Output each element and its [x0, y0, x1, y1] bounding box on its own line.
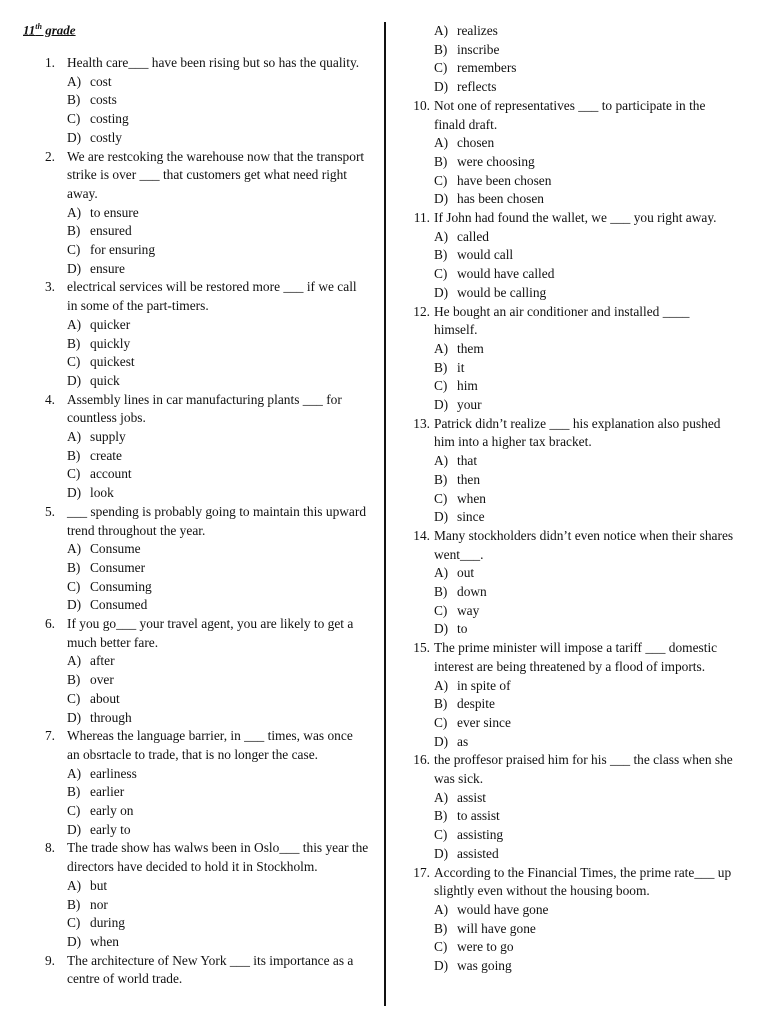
answer-option: [390, 714, 766, 733]
question-line: [390, 658, 766, 677]
answer-option: [0, 129, 380, 148]
option-letter: A): [434, 23, 449, 38]
answer-option: [390, 22, 766, 41]
answer-option: [390, 490, 766, 509]
option-text: account: [90, 466, 132, 482]
answer-option: [390, 172, 766, 191]
question-line: [390, 303, 766, 322]
answer-option: [0, 372, 380, 391]
option-text: costing: [90, 111, 129, 127]
option-letter: A): [434, 453, 449, 469]
question-text: The architecture of New York ___ its importance as a: [67, 952, 354, 968]
option-letter: C): [434, 172, 448, 188]
question-line: [0, 746, 380, 765]
answer-option: [390, 153, 766, 172]
question-line: [0, 54, 380, 73]
option-letter: A): [434, 789, 449, 805]
question-text: Health care___ have been rising but so has the quality.: [67, 55, 360, 70]
answer-option: [0, 110, 380, 129]
question-number: 11.: [413, 210, 430, 225]
answer-option: [390, 396, 766, 415]
answer-option: [0, 484, 380, 503]
option-text: for ensuring: [90, 242, 156, 257]
question-text: Not one of representatives ___ to participate in the: [434, 97, 706, 113]
question-number: 3.: [44, 279, 55, 295]
option-letter: C): [67, 915, 81, 931]
option-text: down: [457, 584, 487, 599]
question-number: 14.: [413, 527, 430, 543]
question-number: 6.: [44, 616, 55, 631]
question-number: 12.: [413, 303, 430, 319]
option-letter: B): [434, 696, 448, 712]
question-text: electrical services will be restored more ___ if we call: [67, 279, 357, 295]
answer-option: [0, 73, 380, 92]
option-letter: B): [67, 447, 81, 463]
question-line: [390, 415, 766, 434]
option-text: quicker: [90, 316, 131, 332]
option-letter: B): [434, 153, 448, 169]
option-text: would have gone: [457, 901, 549, 917]
option-text: when: [90, 933, 120, 949]
question-text: slightly even without the housing boom.: [434, 883, 650, 899]
option-letter: A): [434, 135, 449, 151]
question-line: [0, 970, 380, 989]
option-letter: C): [434, 266, 448, 282]
option-text: ensure: [90, 260, 125, 276]
option-text: would be calling: [457, 284, 547, 300]
answer-option: [0, 353, 380, 372]
option-text: your: [457, 397, 482, 412]
answer-option: [390, 733, 766, 752]
answer-option: [0, 896, 380, 915]
option-text: despite: [457, 696, 495, 712]
question-text: If John had found the wallet, we ___ you right away.: [434, 210, 717, 225]
option-letter: B): [67, 896, 81, 912]
answer-option: [0, 335, 380, 354]
answer-option: [0, 222, 380, 241]
option-letter: C): [67, 578, 81, 594]
question-line: [390, 527, 766, 546]
option-letter: C): [434, 490, 448, 506]
option-letter: A): [434, 565, 449, 581]
question-text: centre of world trade.: [67, 971, 183, 987]
question-line: [390, 882, 766, 901]
option-text: Consumer: [90, 559, 146, 575]
question-text: him into a higher tax bracket.: [434, 434, 592, 450]
answer-option: [0, 802, 380, 821]
question-number: 4.: [44, 391, 55, 407]
answer-option: [390, 826, 766, 845]
option-text: chosen: [457, 135, 495, 151]
option-letter: B): [67, 335, 81, 351]
question-line: [0, 858, 380, 877]
question-text: himself.: [434, 322, 478, 338]
answer-option: [0, 933, 380, 952]
option-letter: B): [434, 808, 448, 824]
option-letter: A): [67, 204, 82, 220]
option-text: quickly: [90, 335, 131, 351]
option-text: but: [90, 877, 108, 893]
option-letter: A): [67, 429, 82, 444]
answer-option: [0, 783, 380, 802]
question-line: [0, 185, 380, 204]
option-letter: A): [67, 877, 82, 893]
page-title: 11th grade: [23, 22, 76, 38]
option-text: Consuming: [90, 578, 152, 594]
option-text: has been chosen: [457, 191, 545, 207]
answer-option: [390, 677, 766, 696]
option-letter: B): [67, 92, 81, 108]
option-text: earlier: [90, 784, 125, 800]
answer-option: [0, 260, 380, 279]
option-letter: D): [434, 79, 449, 95]
option-text: as: [457, 733, 469, 749]
question-line: [0, 952, 380, 971]
question-line: [0, 839, 380, 858]
question-number: 9.: [44, 952, 55, 968]
answer-option: [390, 265, 766, 284]
option-letter: C): [67, 690, 81, 706]
option-text: them: [457, 340, 484, 356]
option-text: would have called: [457, 266, 555, 282]
answer-option: [390, 583, 766, 602]
option-letter: A): [67, 316, 82, 332]
option-letter: B): [67, 672, 81, 688]
answer-option: [390, 377, 766, 396]
question-number: 16.: [413, 752, 430, 768]
answer-option: [0, 877, 380, 896]
question-text: countless jobs.: [67, 410, 146, 426]
option-text: after: [90, 653, 115, 669]
answer-option: [390, 920, 766, 939]
question-text: strike is over ___ that customers get what need right: [67, 167, 348, 183]
question-line: [0, 503, 380, 522]
option-text: create: [90, 447, 122, 463]
question-text: Assembly lines in car manufacturing plants ___ for: [67, 391, 342, 407]
question-text: We are restcoking the warehouse now that the transport: [67, 148, 365, 164]
option-letter: C): [67, 242, 81, 257]
question-line: [390, 770, 766, 789]
question-line: [390, 751, 766, 770]
option-letter: B): [434, 247, 448, 263]
option-letter: D): [434, 733, 449, 749]
option-letter: A): [67, 653, 82, 669]
option-text: it: [457, 359, 465, 375]
answer-option: [0, 914, 380, 933]
option-letter: D): [67, 933, 82, 949]
answer-option: [390, 620, 766, 639]
option-letter: B): [434, 471, 448, 487]
option-letter: C): [67, 354, 81, 370]
option-letter: D): [434, 621, 449, 637]
answer-option: [390, 695, 766, 714]
answer-option: [390, 340, 766, 359]
option-text: to: [457, 621, 468, 637]
answer-option: [390, 957, 766, 976]
option-text: costs: [90, 92, 117, 108]
answer-option: [390, 508, 766, 527]
question-text: The trade show has walws been in Oslo___ this year the: [67, 840, 369, 856]
option-text: were to go: [457, 939, 514, 955]
option-text: Consume: [90, 541, 141, 557]
answer-option: [0, 559, 380, 578]
option-letter: C): [434, 378, 448, 394]
option-letter: B): [434, 584, 448, 599]
question-line: [390, 209, 766, 228]
option-letter: C): [67, 803, 81, 818]
answer-option: [0, 465, 380, 484]
answer-option: [0, 671, 380, 690]
option-letter: C): [434, 714, 448, 730]
option-text: early to: [90, 821, 131, 837]
option-letter: B): [67, 784, 81, 800]
option-text: early on: [90, 803, 134, 818]
question-number: 1.: [44, 55, 55, 70]
answer-option: [0, 578, 380, 597]
option-text: nor: [90, 896, 108, 912]
option-text: will have gone: [457, 920, 536, 936]
option-letter: D): [67, 129, 82, 145]
answer-option: [390, 59, 766, 78]
option-text: reflects: [457, 79, 497, 95]
option-letter: D): [67, 709, 82, 725]
option-letter: A): [434, 340, 449, 356]
answer-option: [390, 564, 766, 583]
option-text: would call: [457, 247, 514, 263]
option-text: costly: [90, 129, 122, 145]
answer-option: [0, 316, 380, 335]
question-text: was sick.: [434, 771, 484, 786]
option-text: to ensure: [90, 204, 139, 220]
option-letter: D): [434, 284, 449, 300]
answer-option: [0, 765, 380, 784]
question-text: an obsrtacle to trade, that is no longer the case.: [67, 746, 318, 762]
option-letter: D): [434, 191, 449, 207]
answer-option: [390, 789, 766, 808]
question-text: trend throughout the year.: [67, 522, 206, 538]
question-text: finald draft.: [434, 116, 498, 132]
option-letter: D): [434, 958, 449, 973]
option-letter: C): [67, 111, 81, 127]
answer-option: [0, 447, 380, 466]
answer-option: [390, 471, 766, 490]
question-text: in some of the part-timers.: [67, 298, 209, 314]
option-letter: D): [67, 372, 82, 388]
question-line: [0, 615, 380, 634]
option-text: assist: [457, 789, 487, 805]
option-letter: D): [67, 485, 82, 501]
option-letter: A): [434, 901, 449, 917]
option-text: assisting: [457, 827, 504, 843]
question-number: 15.: [413, 640, 430, 656]
question-line: [0, 166, 380, 185]
question-text: Patrick didn’t realize ___ his explanation also pushed: [434, 415, 721, 431]
option-letter: B): [434, 920, 448, 936]
question-line: [0, 391, 380, 410]
question-text: If you go___ your travel agent, you are likely to get a: [67, 616, 354, 631]
question-text: the proffesor praised him for his ___ the class when she: [434, 752, 733, 768]
option-text: way: [457, 602, 480, 618]
option-letter: A): [67, 541, 82, 557]
answer-option: [390, 228, 766, 247]
question-line: [390, 546, 766, 565]
option-text: then: [457, 471, 481, 487]
question-text: The prime minister will impose a tariff ___ domestic: [434, 640, 718, 656]
option-text: inscribe: [457, 41, 500, 57]
question-line: [390, 433, 766, 452]
option-text: him: [457, 378, 478, 394]
answer-option: [390, 78, 766, 97]
option-text: assisted: [457, 845, 499, 861]
answer-option: [390, 359, 766, 378]
column-divider: [384, 22, 386, 1006]
question-text: Whereas the language barrier, in ___ times, was once: [67, 728, 353, 744]
question-line: [0, 278, 380, 297]
answer-option: [0, 428, 380, 447]
question-text: much better fare.: [67, 634, 159, 650]
question-line: [0, 148, 380, 167]
question-number: 10.: [413, 97, 430, 113]
option-text: during: [90, 915, 125, 931]
question-text: interest are being threatened by a flood of imports.: [434, 658, 706, 674]
option-letter: A): [434, 677, 449, 693]
option-letter: C): [67, 466, 81, 482]
option-text: over: [90, 672, 114, 688]
question-number: 17.: [413, 864, 430, 880]
answer-option: [0, 709, 380, 728]
question-number: 8.: [44, 840, 55, 856]
option-letter: C): [434, 827, 448, 843]
option-text: in spite of: [457, 677, 511, 693]
option-letter: D): [434, 397, 449, 412]
question-line: [390, 116, 766, 135]
option-text: Consumed: [90, 597, 148, 613]
option-text: earliness: [90, 765, 137, 781]
question-text: directors have decided to hold it in Stockholm.: [67, 859, 318, 875]
option-text: look: [90, 485, 114, 501]
question-text: According to the Financial Times, the prime rate___ up: [434, 864, 732, 880]
option-letter: A): [67, 765, 82, 781]
answer-option: [390, 901, 766, 920]
answer-option: [390, 134, 766, 153]
option-letter: D): [434, 845, 449, 861]
answer-option: [390, 190, 766, 209]
question-number: 13.: [413, 415, 430, 431]
question-text: He bought an air conditioner and installed ____: [434, 303, 690, 319]
option-text: supply: [90, 429, 126, 444]
question-line: [390, 864, 766, 883]
option-letter: B): [434, 359, 448, 375]
option-letter: D): [67, 821, 82, 837]
answer-option: [390, 938, 766, 957]
answer-option: [390, 452, 766, 471]
option-letter: C): [434, 60, 448, 76]
option-text: ever since: [457, 714, 511, 730]
question-line: [390, 97, 766, 116]
option-text: cost: [90, 73, 112, 89]
option-letter: B): [67, 559, 81, 575]
option-letter: B): [434, 41, 448, 57]
answer-option: [0, 690, 380, 709]
option-text: have been chosen: [457, 172, 552, 188]
option-text: that: [457, 453, 478, 469]
question-line: [0, 727, 380, 746]
option-text: were choosing: [457, 153, 535, 169]
option-letter: C): [434, 602, 448, 618]
option-text: through: [90, 709, 132, 725]
answer-option: [0, 204, 380, 223]
option-text: out: [457, 565, 475, 581]
answer-option: [390, 807, 766, 826]
answer-option: [0, 540, 380, 559]
answer-option: [0, 91, 380, 110]
option-letter: A): [434, 228, 449, 244]
question-line: [390, 639, 766, 658]
question-line: [0, 522, 380, 541]
answer-option: [390, 602, 766, 621]
option-text: quick: [90, 372, 120, 388]
answer-option: [390, 246, 766, 265]
answer-option: [0, 821, 380, 840]
option-text: quickest: [90, 354, 135, 370]
option-text: when: [457, 490, 487, 506]
option-letter: D): [434, 509, 449, 525]
question-line: [0, 409, 380, 428]
question-text: Many stockholders didn’t even notice when their shares: [434, 527, 734, 543]
option-text: realizes: [457, 23, 498, 38]
question-line: [0, 634, 380, 653]
option-text: was going: [457, 958, 512, 973]
question-number: 5.: [44, 503, 55, 519]
question-text: away.: [67, 185, 98, 201]
question-line: [390, 321, 766, 340]
question-text: went___.: [434, 546, 484, 562]
option-letter: D): [67, 260, 82, 276]
answer-option: [0, 596, 380, 615]
answer-option: [390, 41, 766, 60]
option-letter: D): [67, 597, 82, 613]
answer-option: [0, 241, 380, 260]
option-text: to assist: [457, 808, 500, 824]
question-line: [0, 297, 380, 316]
option-text: remembers: [457, 60, 517, 76]
answer-option: [0, 652, 380, 671]
question-number: 2.: [44, 148, 55, 164]
option-text: since: [457, 509, 485, 525]
option-letter: C): [434, 939, 448, 955]
question-number: 7.: [44, 728, 55, 744]
option-letter: A): [67, 73, 82, 89]
option-text: about: [90, 690, 120, 706]
option-text: called: [457, 228, 489, 244]
option-text: ensured: [90, 223, 132, 239]
question-text: ___ spending is probably going to maintain this upward: [67, 503, 367, 519]
answer-option: [390, 845, 766, 864]
option-letter: B): [67, 223, 81, 239]
answer-option: [390, 284, 766, 303]
